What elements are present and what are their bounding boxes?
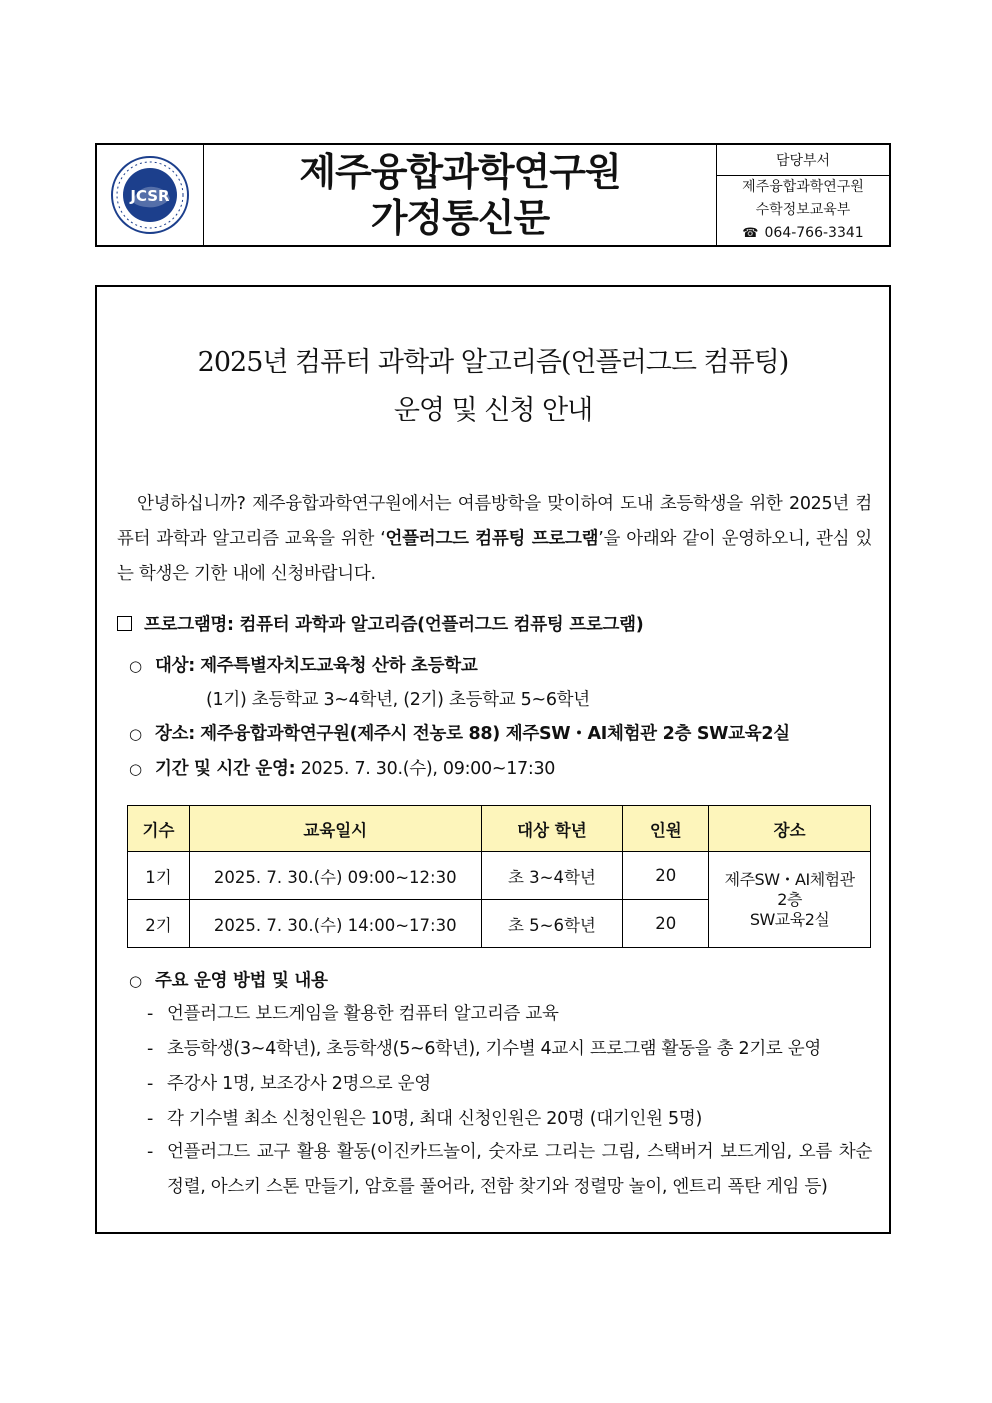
dash-bullet: - bbox=[147, 1142, 154, 1162]
list-item-text: 언플러그드 교구 활용 활동(이진카드놀이, 숫자로 그리는 그림, 스택버거 보드게임, 오름 차순 정렬, 아스키 스톤 만들기, 암호를 풀어라, 전함 찾기와 정렬망 놀이, 엔트리 폭탄 게임 등) bbox=[167, 1142, 872, 1197]
place-line-3: SW교육2실 bbox=[749, 909, 830, 929]
circle-bullet-icon: ○ bbox=[129, 657, 142, 675]
column-header-place: 장소 bbox=[709, 806, 871, 852]
schedule-table bbox=[127, 805, 871, 948]
column-header-count: 인원 bbox=[623, 806, 709, 852]
target-row bbox=[117, 653, 477, 679]
list-item bbox=[147, 1067, 872, 1102]
list-item bbox=[147, 1032, 872, 1067]
dash-bullet: - bbox=[147, 1109, 154, 1129]
cell-term: 1기 bbox=[128, 852, 190, 900]
program-name-row bbox=[117, 612, 643, 638]
title-line-1: 제주융합과학연구원 bbox=[299, 150, 621, 194]
cell-datetime: 2025. 7. 30.(수) 14:00~17:30 bbox=[189, 900, 481, 948]
phone-icon: ☎ bbox=[742, 226, 759, 241]
column-header-grade: 대상 학년 bbox=[481, 806, 623, 852]
circle-bullet-icon: ○ bbox=[129, 725, 142, 743]
title-line-2: 가정통신문 bbox=[370, 196, 550, 240]
place-line-2: 2층 bbox=[777, 889, 802, 909]
cell-grade: 초 3~4학년 bbox=[481, 852, 623, 900]
department-phone: 064-766-3341 bbox=[764, 225, 864, 241]
department-cell bbox=[717, 145, 889, 245]
list-item bbox=[147, 1102, 872, 1137]
place-line-1: 제주SW・AI체험관 bbox=[724, 869, 855, 889]
newsletter-header bbox=[95, 143, 891, 247]
list-item-text: 언플러그드 보드게임을 활용한 컴퓨터 알고리즘 교육 bbox=[167, 1004, 559, 1024]
logo-cell bbox=[97, 145, 204, 245]
target-value: 제주특별자치도교육청 산하 초등학교 bbox=[200, 656, 478, 676]
circle-bullet-icon: ○ bbox=[129, 760, 142, 778]
list-item-text: 주강사 1명, 보조강사 2명으로 운영 bbox=[167, 1074, 431, 1094]
period-row bbox=[117, 756, 555, 782]
circle-bullet-icon: ○ bbox=[129, 972, 142, 990]
cell-datetime: 2025. 7. 30.(수) 09:00~12:30 bbox=[189, 852, 481, 900]
list-item-text: 각 기수별 최소 신청인원은 10명, 최대 신청인원은 20명 (대기인원 5명) bbox=[167, 1109, 702, 1129]
department-info bbox=[717, 176, 889, 245]
list-item-text: 초등학생(3~4학년), 초등학생(5~6학년), 기수별 4교시 프로그램 활동을 총 2기로 운영 bbox=[167, 1039, 822, 1059]
period-value: 2025. 7. 30.(수), 09:00~17:30 bbox=[300, 759, 556, 779]
notice-body bbox=[95, 285, 891, 1234]
document-title-line-2: 운영 및 신청 안내 bbox=[393, 395, 593, 426]
list-item bbox=[147, 997, 872, 1032]
target-label: 대상: bbox=[155, 656, 195, 676]
location-value: 제주융합과학연구원(제주시 전농로 88) 제주SW・AI체험관 2층 SW교육2실 bbox=[200, 724, 790, 744]
cell-count: 20 bbox=[623, 900, 709, 948]
department-division: 수학정보교육부 bbox=[755, 202, 851, 218]
list-item bbox=[147, 1135, 872, 1205]
location-row bbox=[117, 721, 790, 747]
cell-term: 2기 bbox=[128, 900, 190, 948]
department-label: 담당부서 bbox=[717, 145, 889, 176]
dash-bullet: - bbox=[147, 1004, 154, 1024]
column-header-term: 기수 bbox=[128, 806, 190, 852]
cell-count: 20 bbox=[623, 852, 709, 900]
program-value: 컴퓨터 과학과 알고리즘(언플러그드 컴퓨팅 프로그램) bbox=[239, 615, 644, 635]
program-label: 프로그램명: bbox=[144, 615, 234, 635]
newsletter-title bbox=[204, 145, 717, 245]
document-title bbox=[97, 339, 889, 435]
dash-bullet: - bbox=[147, 1039, 154, 1059]
department-org: 제주융합과학연구원 bbox=[742, 179, 864, 195]
intro-program-name: 언플러그드 컴퓨팅 프로그램 bbox=[385, 529, 599, 549]
logo-text: JCSR bbox=[130, 187, 170, 205]
period-label: 기간 및 시간 운영: bbox=[155, 759, 296, 779]
methods-row bbox=[117, 968, 328, 994]
intro-text-before: 안녕하십니까? 제주융합과학연구원에서는 여름방학을 맞이하여 도내 초등학생을 위한 2025년 컴퓨터 과학과 알고리즘 교육을 위한 ‘ bbox=[117, 494, 872, 549]
table-header-row bbox=[128, 806, 871, 852]
location-label: 장소: bbox=[155, 724, 195, 744]
dash-bullet: - bbox=[147, 1074, 154, 1094]
cell-place bbox=[709, 852, 871, 948]
intro-text-after: ’을 아래와 같이 운영하오니, 관심 있는 학생은 기한 내에 신청바랍니다. bbox=[117, 529, 873, 584]
methods-label: 주요 운영 방법 및 내용 bbox=[155, 971, 328, 991]
jcsr-logo bbox=[110, 155, 190, 235]
checkbox-square-icon bbox=[117, 616, 132, 631]
table-row bbox=[128, 852, 871, 900]
cell-grade: 초 5~6학년 bbox=[481, 900, 623, 948]
column-header-datetime: 교육일시 bbox=[189, 806, 481, 852]
target-detail: (1기) 초등학교 3~4학년, (2기) 초등학교 5~6학년 bbox=[206, 690, 590, 710]
department-phone-row bbox=[742, 222, 863, 245]
intro-paragraph bbox=[117, 487, 872, 592]
document-title-line-1: 2025년 컴퓨터 과학과 알고리즘(언플러그드 컴퓨팅) bbox=[197, 347, 789, 378]
